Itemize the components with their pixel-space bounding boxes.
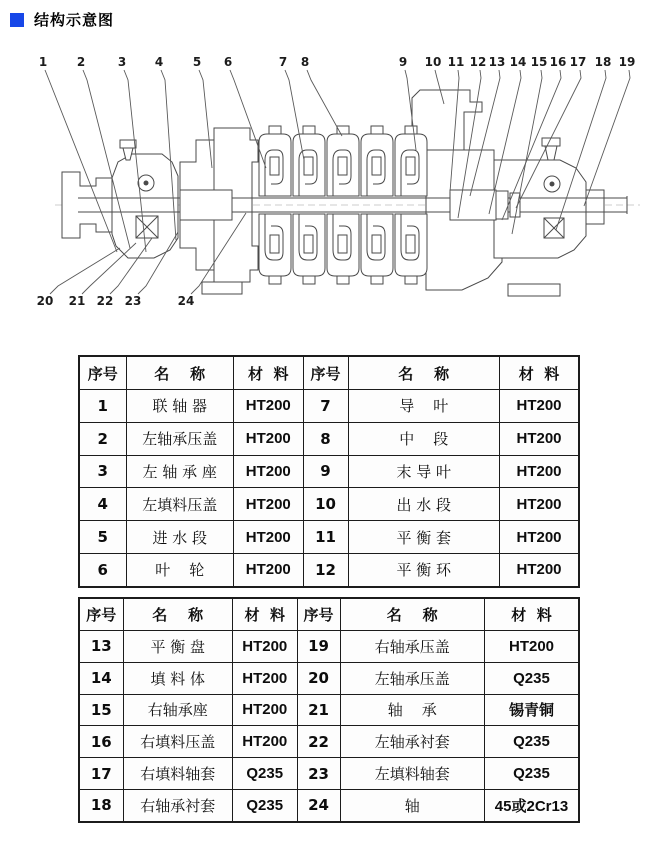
section-header	[10, 9, 114, 30]
part-material: Q235	[233, 789, 298, 822]
part-material: HT200	[233, 694, 298, 726]
callout-number: 18	[594, 55, 612, 69]
callout-number: 23	[124, 294, 142, 308]
part-material: HT200	[234, 488, 304, 521]
coupling	[62, 172, 112, 238]
part-no: 4	[79, 488, 126, 521]
part-material: 45或2Cr13	[485, 789, 580, 822]
part-no: 19	[297, 631, 340, 663]
part-name: 进 水 段	[126, 521, 234, 554]
part-name: 平 衡 盘	[123, 631, 233, 663]
part-no: 16	[79, 726, 123, 758]
callout-number: 19	[618, 55, 636, 69]
part-material: HT200	[233, 726, 298, 758]
table-row	[79, 521, 579, 554]
part-name: 右轴承座	[123, 694, 233, 726]
col-header: 材 料	[500, 356, 580, 390]
part-no: 18	[79, 789, 123, 822]
col-header: 材 料	[234, 356, 304, 390]
parts-table-2	[78, 597, 580, 823]
col-header: 名 称	[340, 598, 485, 631]
part-no: 15	[79, 694, 123, 726]
part-name: 左 轴 承 座	[126, 455, 234, 488]
page-title: 结构示意图	[34, 11, 115, 29]
part-no: 7	[303, 390, 348, 423]
part-name: 平 衡 套	[348, 521, 500, 554]
part-name: 左轴承压盖	[126, 422, 234, 455]
callout-number: 11	[447, 55, 465, 69]
part-no: 6	[79, 553, 126, 587]
table-header-row	[79, 598, 579, 631]
part-material: Q235	[485, 758, 580, 790]
callout-number: 3	[117, 55, 127, 69]
callout-number: 2	[76, 55, 86, 69]
part-material: HT200	[234, 455, 304, 488]
col-header: 材 料	[485, 598, 580, 631]
part-name: 中 段	[348, 422, 500, 455]
part-name: 右填料压盖	[123, 726, 233, 758]
table-row	[79, 694, 579, 726]
callout-number: 17	[569, 55, 587, 69]
part-no: 24	[297, 789, 340, 822]
callout-number: 9	[398, 55, 408, 69]
part-material: HT200	[233, 662, 298, 694]
part-no: 1	[79, 390, 126, 423]
col-header: 名 称	[126, 356, 234, 390]
callout-number: 8	[300, 55, 310, 69]
part-no: 21	[297, 694, 340, 726]
part-material: Q235	[233, 758, 298, 790]
pump-cross-section-diagram	[0, 40, 650, 320]
part-material: HT200	[500, 553, 580, 587]
part-no: 23	[297, 758, 340, 790]
blue-square-bullet-icon	[10, 13, 24, 27]
part-material: HT200	[500, 488, 580, 521]
callout-number: 16	[549, 55, 567, 69]
part-material: Q235	[485, 662, 580, 694]
table-row	[79, 455, 579, 488]
part-material: HT200	[234, 390, 304, 423]
table-header-row	[79, 356, 579, 390]
part-no: 17	[79, 758, 123, 790]
part-material: HT200	[500, 390, 580, 423]
table-row	[79, 789, 579, 822]
part-name: 右轴承衬套	[123, 789, 233, 822]
callout-number: 4	[154, 55, 164, 69]
left-grease-cup-icon	[120, 140, 136, 148]
table-row	[79, 422, 579, 455]
part-name: 左轴承压盖	[340, 662, 485, 694]
part-name: 轴 承	[340, 694, 485, 726]
part-name: 左填料轴套	[340, 758, 485, 790]
part-name: 联 轴 器	[126, 390, 234, 423]
col-header: 材 料	[233, 598, 298, 631]
part-material: HT200	[233, 631, 298, 663]
part-name: 叶 轮	[126, 553, 234, 587]
part-name: 右轴承压盖	[340, 631, 485, 663]
col-header: 名 称	[348, 356, 500, 390]
part-name: 导 叶	[348, 390, 500, 423]
callout-number: 13	[488, 55, 506, 69]
table-row	[79, 726, 579, 758]
parts-table-1	[78, 355, 580, 588]
part-no: 12	[303, 553, 348, 587]
part-name: 末 导 叶	[348, 455, 500, 488]
table-row	[79, 662, 579, 694]
table-row	[79, 488, 579, 521]
col-header: 序号	[79, 356, 126, 390]
part-material: HT200	[485, 631, 580, 663]
col-header: 序号	[79, 598, 123, 631]
part-material: HT200	[500, 422, 580, 455]
callout-number: 14	[509, 55, 527, 69]
part-no: 14	[79, 662, 123, 694]
part-no: 5	[79, 521, 126, 554]
part-material: HT200	[500, 521, 580, 554]
callout-number: 24	[177, 294, 195, 308]
part-no: 2	[79, 422, 126, 455]
part-material: HT200	[234, 422, 304, 455]
callout-number: 6	[223, 55, 233, 69]
callout-number: 12	[469, 55, 487, 69]
part-name: 轴	[340, 789, 485, 822]
table-row	[79, 631, 579, 663]
callout-number: 20	[36, 294, 54, 308]
part-material: HT200	[500, 455, 580, 488]
part-name: 左填料压盖	[126, 488, 234, 521]
part-material: HT200	[234, 553, 304, 587]
table-row	[79, 758, 579, 790]
callout-number: 15	[530, 55, 548, 69]
right-grease-cup-icon	[542, 138, 560, 146]
part-material: 锡青铜	[485, 694, 580, 726]
part-no: 13	[79, 631, 123, 663]
part-no: 3	[79, 455, 126, 488]
part-material: HT200	[234, 521, 304, 554]
part-name: 出 水 段	[348, 488, 500, 521]
part-name: 左轴承衬套	[340, 726, 485, 758]
part-name: 右填料轴套	[123, 758, 233, 790]
callout-number: 7	[278, 55, 288, 69]
part-no: 11	[303, 521, 348, 554]
table-row	[79, 390, 579, 423]
part-no: 9	[303, 455, 348, 488]
col-header: 序号	[297, 598, 340, 631]
callout-number: 21	[68, 294, 86, 308]
part-no: 10	[303, 488, 348, 521]
callout-number: 5	[192, 55, 202, 69]
col-header: 名 称	[123, 598, 233, 631]
part-no: 22	[297, 726, 340, 758]
callout-number: 22	[96, 294, 114, 308]
callout-number: 1	[38, 55, 48, 69]
callout-number: 10	[424, 55, 442, 69]
part-no: 20	[297, 662, 340, 694]
part-material: Q235	[485, 726, 580, 758]
col-header: 序号	[303, 356, 348, 390]
part-name: 平 衡 环	[348, 553, 500, 587]
table-row	[79, 553, 579, 587]
part-no: 8	[303, 422, 348, 455]
part-name: 填 料 体	[123, 662, 233, 694]
